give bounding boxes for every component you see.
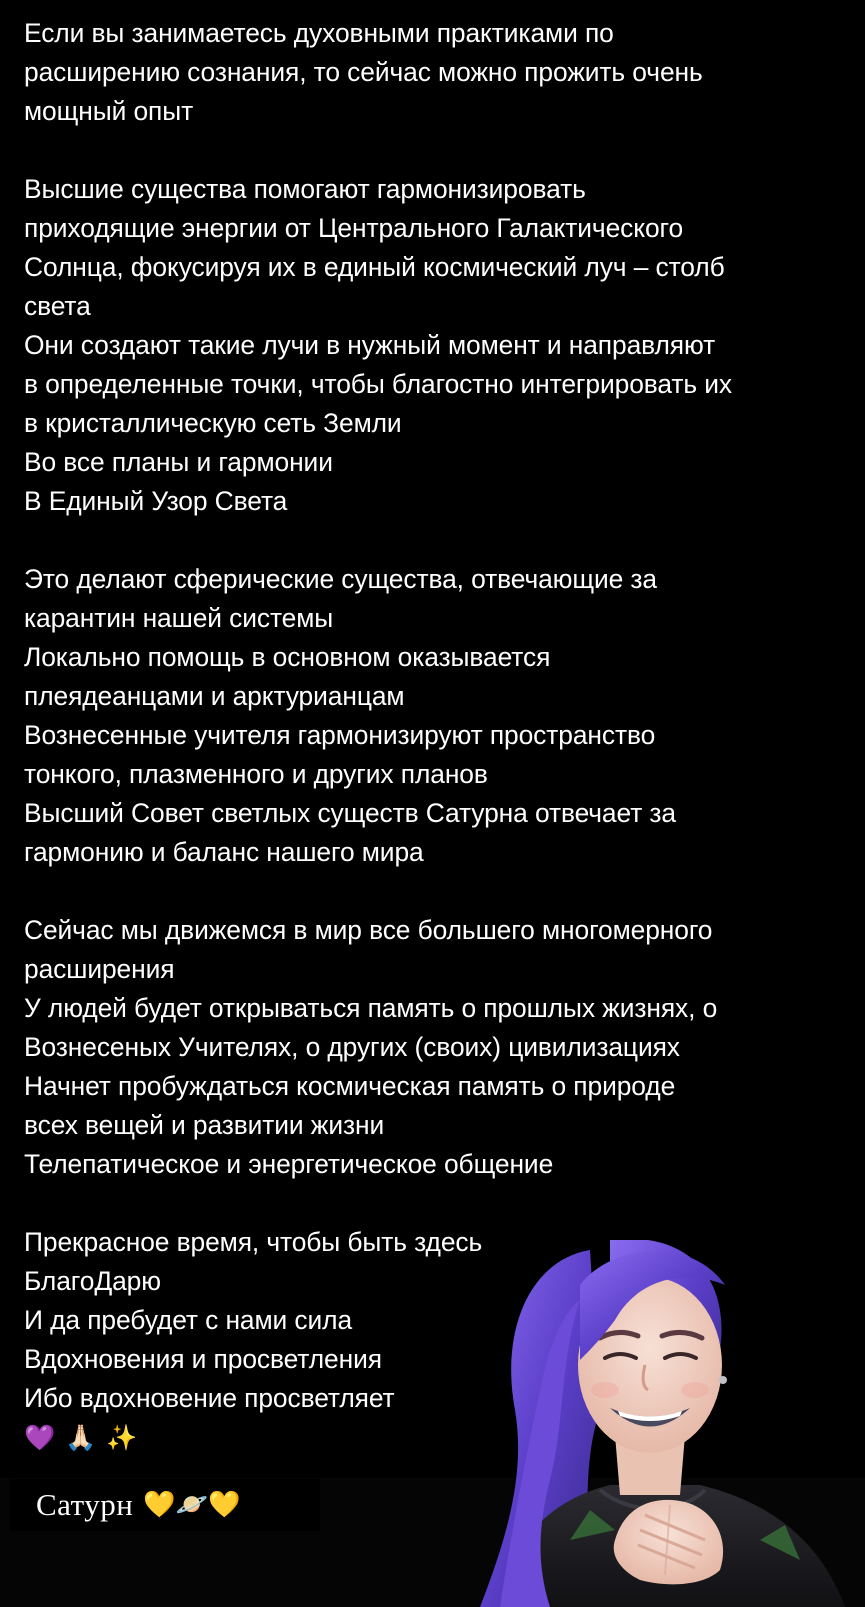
praying-hands-icon: 🙏🏻 — [65, 1423, 98, 1452]
text-line: в кристаллическую сеть Земли — [24, 408, 402, 438]
yellow-heart-icon: 💛 — [208, 1490, 241, 1520]
purple-heart-icon: 💜 — [24, 1423, 57, 1452]
paragraph-gap — [24, 521, 854, 560]
text-line: Это делают сферические существа, отвечающие за — [24, 564, 658, 594]
text-line: расширению сознания, то сейчас можно прожить очень — [24, 57, 703, 87]
text-line: всех вещей и развитии жизни — [24, 1110, 385, 1140]
signature-name: Сатурн — [36, 1487, 134, 1522]
text-line: гармонию и баланс нашего мира — [24, 837, 424, 867]
text-line: Локально помощь в основном оказывается — [24, 642, 551, 672]
text-line: приходящие энергии от Центрального Галактического — [24, 213, 684, 243]
avatar-sticker[interactable] — [440, 1240, 865, 1607]
text-line: Прекрасное время, чтобы быть здесь — [24, 1227, 483, 1257]
text-line: Начнет пробуждаться космическая память о природе — [24, 1071, 676, 1101]
text-line: карантин нашей системы — [24, 603, 334, 633]
sparkles-icon: ✨ — [106, 1423, 139, 1452]
text-line: света — [24, 291, 91, 321]
text-line: Телепатическое и энергетическое общение — [24, 1149, 554, 1179]
paragraph-gap — [24, 131, 854, 170]
text-line: У людей будет открываться память о прошлых жизнях, о — [24, 993, 718, 1023]
text-line: Солнца, фокусируя их в единый космический луч – столб — [24, 252, 725, 282]
text-line: Если вы занимаетесь духовными практиками по — [24, 18, 614, 48]
signature-sticker[interactable] — [10, 1479, 320, 1531]
yellow-heart-icon: 💛 — [143, 1490, 176, 1520]
paragraph-gap — [24, 1184, 854, 1223]
text-line: Вознесенные учителя гармонизируют пространство — [24, 720, 656, 750]
text-line: БлагоДарю — [24, 1266, 161, 1296]
text-line: мощный опыт — [24, 96, 194, 126]
text-line: плеядеанцами и арктурианцам — [24, 681, 405, 711]
paragraph-gap — [24, 872, 854, 911]
text-line: Во все планы и гармонии — [24, 447, 333, 477]
text-line: в определенные точки, чтобы благостно интегрировать их — [24, 369, 733, 399]
ringed-planet-icon: 🪐 — [175, 1490, 209, 1520]
text-line: Ибо вдохновение просветляет — [24, 1383, 395, 1413]
text-line: И да пребудет с нами сила — [24, 1305, 353, 1335]
signature-emoji — [143, 1490, 240, 1520]
text-line: Высший Совет светлых существ Сатурна отвечает за — [24, 798, 677, 828]
text-line: Сейчас мы движемся в мир все большего многомерного — [24, 915, 713, 945]
text-line: Вдохновения и просветления — [24, 1344, 382, 1374]
text-line: расширения — [24, 954, 175, 984]
text-line: тонкого, плазменного и других планов — [24, 759, 488, 789]
text-line: Вознесеных Учителях, о других (своих) цивилизациях — [24, 1032, 680, 1062]
text-line: Они создают такие лучи в нужный момент и направляют — [24, 330, 716, 360]
text-line: В Единый Узор Света — [24, 486, 288, 516]
text-line: Высшие существа помогают гармонизировать — [24, 174, 586, 204]
